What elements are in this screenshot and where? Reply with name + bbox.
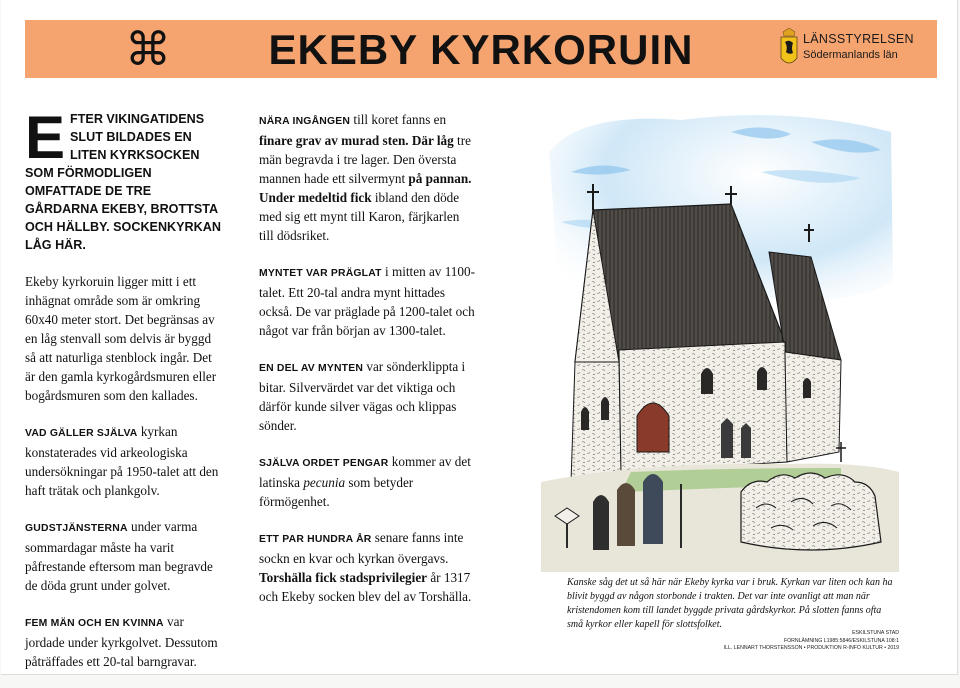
paragraph-lead: MYNTET VAR PRÄGLAT [259, 268, 382, 279]
text-column-1 [25, 104, 225, 688]
paragraph-text: kyrkan konstaterades vid arkeologiska undersökningar på 1950-talet att den haft trätak och plankgolv. [25, 424, 219, 498]
paragraph-lead: FEM MÄN OCH EN KVINNA [25, 618, 164, 629]
paragraph [25, 517, 225, 595]
paragraph-emphasis: finare grav av murad sten. Där låg [259, 133, 454, 148]
paragraph-text: ibland den döde med sig ett mynt till Karon, färjkarlen till dödsriket. [259, 190, 460, 243]
illustration-caption: Kanske såg det ut så här när Ekeby kyrka var i bruk. Kyrkan var liten och kan ha blivit byggd av någon storbonde i trakten. Det var inte ovanligt att man när kristendomen kom till landet byggde privata gårdskyrkor. På slotten fanns ofta små kyrkor eller kapell för slottsfolket. [567, 577, 893, 630]
text-column-2 [259, 110, 475, 623]
paragraph [25, 422, 225, 500]
lansstyrelsen-logo [779, 28, 929, 70]
paragraph-text: i mitten av 1100-talet. Ett 20-tal andra mynt hittades också. De var präglade på 1200-talet och något var från början av 1300-talet. [259, 264, 475, 338]
credits [661, 630, 899, 653]
paragraph-text: var sönderklippta i bitar. Silvervärdet var det viktiga och därför kunde silver vägas och klippas sönder. [259, 359, 466, 433]
paragraph [25, 612, 225, 671]
paragraph-text: år 1317 och Ekeby socken blev del av Torshälla. [259, 570, 472, 604]
paragraph-lead: SJÄLVA ORDET PENGAR [259, 458, 389, 469]
paragraph-text: tre män begravda i tre lager. Den översta mannen hade ett silvermynt [259, 133, 471, 186]
paragraph-emphasis: på pannan. Under medeltid fick [259, 171, 472, 205]
paragraph-lead: GUDSTJÄNSTERNA [25, 523, 128, 534]
paragraph-text: kommer av det latinska [259, 454, 471, 490]
page-title: EKEBY KYRKORUIN [268, 26, 694, 73]
paragraph-text: under varma sommardagar måste ha varit påfrestande eftersom man begravde de döda grunt under golvet. [25, 519, 213, 593]
latin-word: pecunia [303, 475, 346, 490]
paragraph-lead: ETT PAR HUNDRA ÅR [259, 534, 372, 545]
paragraph [259, 452, 475, 511]
credit-line: ESKILSTUNA STAD [852, 630, 899, 636]
paragraph [259, 110, 475, 245]
paragraph-lead: EN DEL AV MYNTEN [259, 363, 364, 374]
church-illustration [541, 112, 899, 572]
place-of-interest-icon: ⌘ [125, 22, 171, 76]
intro-paragraph [25, 104, 225, 254]
coat-of-arms-icon [779, 28, 799, 70]
paragraph-lead: VAD GÄLLER SJÄLVA [25, 428, 138, 439]
credit-line: ILL. LENNART THORSTENSSON • PRODUKTION R-INFO KULTUR • 2019 [723, 645, 899, 652]
logo-line-2: Södermanlands län [803, 49, 898, 61]
credit-line: FORNLÄMNING L1985:5846/ESKILSTUNA 108:1 [783, 637, 899, 644]
paragraph-emphasis: Torshälla fick stadsprivilegier [259, 570, 428, 585]
paragraph [259, 528, 475, 606]
paragraph-text: till koret fanns en [350, 112, 447, 127]
paragraph-text: senare fanns inte sockn en kvar och kyrkan övergavs. [259, 530, 464, 566]
title-banner [25, 20, 937, 78]
drop-cap: E [25, 104, 66, 171]
logo-line-1: LÄNSSTYRELSEN [803, 32, 914, 46]
paragraph-text: var jordade under kyrkgolvet. Dessutom påträffades ett 20-tal barngravar. [25, 614, 218, 669]
paragraph-lead: NÄRA INGÅNGEN [259, 116, 351, 127]
intro-text: FTER VIKINGATIDENS SLUT BILDADES EN LITEN KYRKSOCKEN SOM FÖRMODLIGEN OMFATTADE DE TRE GÅRDARNA EKEBY, BROTTSTA OCH HÄLLBY. SOCKENKYRKAN LÅG HÄR. [25, 112, 221, 252]
paragraph-text: som betyder förmögenhet. [259, 475, 414, 509]
information-board [1, 0, 958, 675]
paragraph [259, 357, 475, 435]
paragraph: Ekeby kyrkoruin ligger mitt i ett inhägnat område som är omkring 60x40 meter stort. Det begränsas av en låg stenvall som delvis är byggd så att naturliga stenblock ingår. Det är den gamla kyrkogårdsmuren eller bogårdsmuren som den kallades. [25, 274, 217, 403]
paragraph [259, 262, 475, 340]
